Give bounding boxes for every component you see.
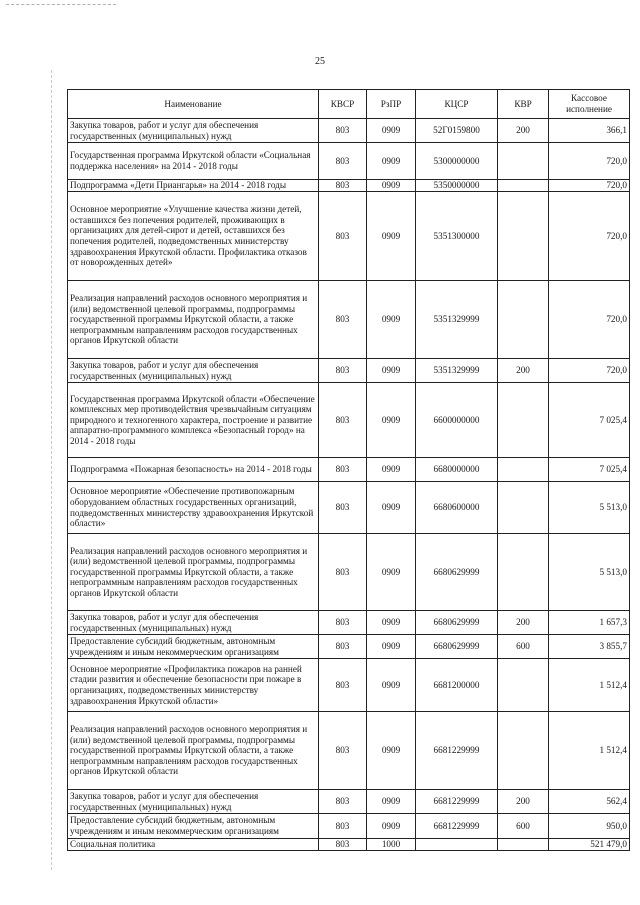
row-rzpr: 0909 xyxy=(367,814,416,839)
table-row xyxy=(68,281,630,359)
table-row xyxy=(68,534,630,611)
row-amount: 720,0 xyxy=(549,192,630,281)
row-kcsr: 5350000000 xyxy=(416,180,498,192)
row-kvr: 200 xyxy=(498,790,549,814)
header-cash-execution: Кассовое исполнение xyxy=(549,90,630,119)
row-name: Закупка товаров, работ и услуг для обеспечения государственных (муниципальных) нужд xyxy=(68,790,319,814)
row-kvsr: 803 xyxy=(319,659,367,712)
row-kvsr: 803 xyxy=(319,790,367,814)
table-row xyxy=(68,458,630,482)
budget-execution-table xyxy=(67,89,630,851)
row-rzpr: 0909 xyxy=(367,119,416,143)
page-number: 25 xyxy=(315,56,325,67)
row-kcsr: 6600000000 xyxy=(416,383,498,458)
row-amount: 720,0 xyxy=(549,281,630,359)
row-amount: 1 512,4 xyxy=(549,659,630,712)
row-kcsr: 6681229999 xyxy=(416,814,498,839)
row-kvr xyxy=(498,458,549,482)
row-name: Закупка товаров, работ и услуг для обеспечения государственных (муниципальных) нужд xyxy=(68,119,319,143)
row-kvsr: 803 xyxy=(319,383,367,458)
table-row xyxy=(68,383,630,458)
header-rzpr: РзПР xyxy=(367,90,416,119)
header-kvr: КВР xyxy=(498,90,549,119)
row-rzpr: 0909 xyxy=(367,659,416,712)
row-kcsr: 6681200000 xyxy=(416,659,498,712)
row-rzpr: 0909 xyxy=(367,482,416,534)
table-header-row xyxy=(68,90,630,119)
table-row xyxy=(68,482,630,534)
row-kvr xyxy=(498,482,549,534)
row-amount: 3 855,7 xyxy=(549,635,630,659)
row-kcsr: 6680600000 xyxy=(416,482,498,534)
scan-edge-mark xyxy=(6,4,116,5)
row-kvsr: 803 xyxy=(319,482,367,534)
row-kvsr: 803 xyxy=(319,635,367,659)
row-name: Закупка товаров, работ и услуг для обеспечения государственных (муниципальных) нужд xyxy=(68,359,319,383)
table-row xyxy=(68,192,630,281)
row-rzpr: 0909 xyxy=(367,180,416,192)
row-kvsr: 803 xyxy=(319,192,367,281)
row-kvsr: 803 xyxy=(319,281,367,359)
row-amount: 5 513,0 xyxy=(549,482,630,534)
row-name: Основное мероприятие «Улучшение качества жизни детей, оставшихся без попечения родителей, проживающих в организациях для детей-сирот и детей, оставшихся без попечения родителей, подведомственных министерству здравоохранения Иркутской области. Профилактика отказов от новорожденных детей» xyxy=(68,192,319,281)
row-kvr xyxy=(498,383,549,458)
row-amount: 521 479,0 xyxy=(549,839,630,851)
row-kcsr: 6681229999 xyxy=(416,790,498,814)
header-kvsr: КВСР xyxy=(319,90,367,119)
table-row xyxy=(68,839,630,851)
row-name: Основное мероприятие «Обеспечение противопожарным оборудованием областных государственных организаций, подведомственных министерству здравоохранения Иркутской области» xyxy=(68,482,319,534)
row-amount: 366,1 xyxy=(549,119,630,143)
row-amount: 5 513,0 xyxy=(549,534,630,611)
row-name: Подпрограмма «Дети Приангарья» на 2014 - 2018 годы xyxy=(68,180,319,192)
row-kvr: 200 xyxy=(498,119,549,143)
row-rzpr: 0909 xyxy=(367,534,416,611)
header-kcsr: КЦСР xyxy=(416,90,498,119)
row-rzpr: 0909 xyxy=(367,359,416,383)
row-rzpr: 0909 xyxy=(367,790,416,814)
row-kcsr: 5351329999 xyxy=(416,281,498,359)
row-kcsr xyxy=(416,839,498,851)
row-kcsr: 6681229999 xyxy=(416,712,498,790)
row-kvsr: 803 xyxy=(319,458,367,482)
row-kvsr: 803 xyxy=(319,814,367,839)
table-row xyxy=(68,143,630,180)
table-row xyxy=(68,180,630,192)
row-amount: 950,0 xyxy=(549,814,630,839)
row-kvr xyxy=(498,192,549,281)
table-row xyxy=(68,119,630,143)
row-kvr xyxy=(498,712,549,790)
row-kcsr: 6680629999 xyxy=(416,534,498,611)
table-row xyxy=(68,635,630,659)
row-amount: 720,0 xyxy=(549,180,630,192)
row-kcsr: 6680629999 xyxy=(416,635,498,659)
row-kvr xyxy=(498,659,549,712)
row-kcsr: 5351329999 xyxy=(416,359,498,383)
row-name: Реализация направлений расходов основного мероприятия и (или) ведомственной целевой программы, подпрограммы государственной программы Иркутской области, а также непрограммным направлениям расходов государственных органов Иркутской области xyxy=(68,712,319,790)
row-kvsr: 803 xyxy=(319,839,367,851)
table-row xyxy=(68,659,630,712)
row-name: Реализация направлений расходов основного мероприятия и (или) ведомственной целевой программы, подпрограммы государственной программы Иркутской области, а также непрограммным направлениям расходов государственных органов Иркутской области xyxy=(68,534,319,611)
row-kvr: 200 xyxy=(498,611,549,635)
row-kvsr: 803 xyxy=(319,712,367,790)
table-row xyxy=(68,790,630,814)
row-kvr xyxy=(498,143,549,180)
scan-margin-mark xyxy=(51,70,52,870)
row-name: Предоставление субсидий бюджетным, автономным учреждениям и иным некоммерческим организациям xyxy=(68,635,319,659)
row-rzpr: 0909 xyxy=(367,712,416,790)
row-rzpr: 0909 xyxy=(367,143,416,180)
row-kvsr: 803 xyxy=(319,534,367,611)
row-kcsr: 6680000000 xyxy=(416,458,498,482)
row-rzpr: 0909 xyxy=(367,635,416,659)
row-kvsr: 803 xyxy=(319,611,367,635)
header-name: Наименование xyxy=(68,90,319,119)
row-rzpr: 0909 xyxy=(367,458,416,482)
row-name: Реализация направлений расходов основного мероприятия и (или) ведомственной целевой программы, подпрограммы государственной программы Иркутской области, а также непрограммным направлениям расходов государственных органов Иркутской области xyxy=(68,281,319,359)
table-row xyxy=(68,611,630,635)
row-kvr: 600 xyxy=(498,814,549,839)
row-kvr xyxy=(498,839,549,851)
row-amount: 720,0 xyxy=(549,143,630,180)
row-kvr xyxy=(498,180,549,192)
row-kvsr: 803 xyxy=(319,359,367,383)
row-name: Подпрограмма «Пожарная безопасность» на 2014 - 2018 годы xyxy=(68,458,319,482)
row-kvr xyxy=(498,534,549,611)
row-name: Государственная программа Иркутской области «Обеспечение комплексных мер противодействия чрезвычайным ситуациям природного и техногенного характера, построение и развитие аппаратно-программного комплекса «Безопасный город» на 2014 - 2018 годы xyxy=(68,383,319,458)
row-amount: 720,0 xyxy=(549,359,630,383)
row-rzpr: 0909 xyxy=(367,281,416,359)
table-row xyxy=(68,712,630,790)
row-kvr xyxy=(498,281,549,359)
row-kvsr: 803 xyxy=(319,143,367,180)
row-rzpr: 1000 xyxy=(367,839,416,851)
row-kcsr: 5300000000 xyxy=(416,143,498,180)
row-kvsr: 803 xyxy=(319,180,367,192)
row-kcsr: 5351300000 xyxy=(416,192,498,281)
table-row xyxy=(68,359,630,383)
row-name: Основное мероприятие «Профилактика пожаров на ранней стадии развития и обеспечение безопасности при пожаре в организациях, подведомственных министерству здравоохранения Иркутской области» xyxy=(68,659,319,712)
row-name: Закупка товаров, работ и услуг для обеспечения государственных (муниципальных) нужд xyxy=(68,611,319,635)
row-kvr: 600 xyxy=(498,635,549,659)
row-amount: 562,4 xyxy=(549,790,630,814)
row-rzpr: 0909 xyxy=(367,383,416,458)
row-rzpr: 0909 xyxy=(367,192,416,281)
row-kvr: 200 xyxy=(498,359,549,383)
row-amount: 7 025,4 xyxy=(549,458,630,482)
row-name: Социальная политика xyxy=(68,839,319,851)
row-amount: 1 512,4 xyxy=(549,712,630,790)
row-kcsr: 52Г0159800 xyxy=(416,119,498,143)
row-amount: 7 025,4 xyxy=(549,383,630,458)
row-amount: 1 657,3 xyxy=(549,611,630,635)
row-kcsr: 6680629999 xyxy=(416,611,498,635)
row-kvsr: 803 xyxy=(319,119,367,143)
row-name: Государственная программа Иркутской области «Социальная поддержка населения» на 2014 - 2018 годы xyxy=(68,143,319,180)
table-row xyxy=(68,814,630,839)
row-name: Предоставление субсидий бюджетным, автономным учреждениям и иным некоммерческим организациям xyxy=(68,814,319,839)
row-rzpr: 0909 xyxy=(367,611,416,635)
